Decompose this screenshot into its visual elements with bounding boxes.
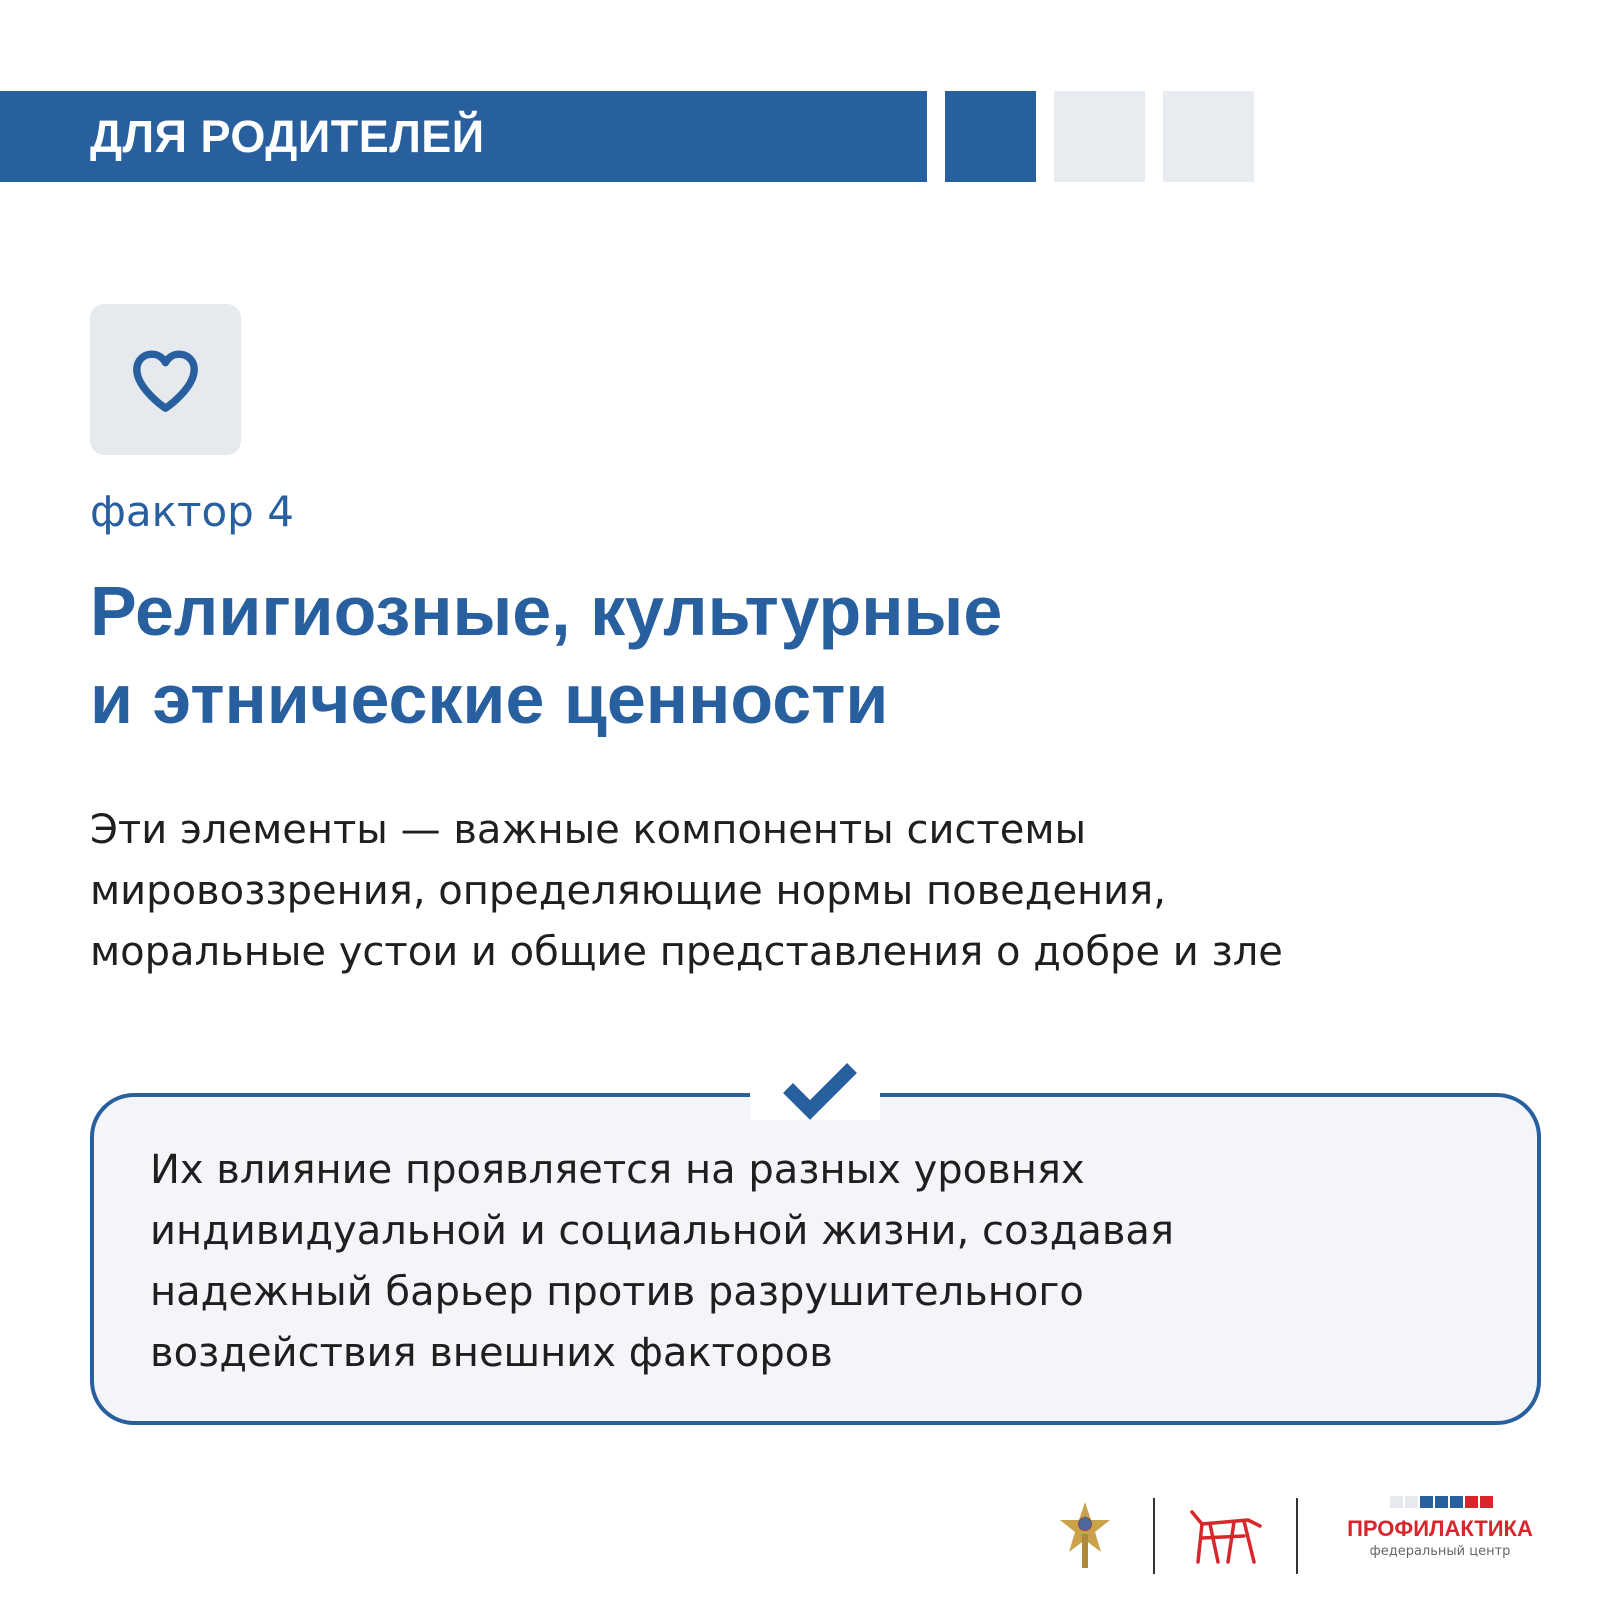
check-icon — [780, 1058, 860, 1120]
body-line: Эти элементы — важные компоненты системы — [90, 807, 1087, 853]
callout-line: индивидуальной и социальной жизни, создавая — [150, 1208, 1175, 1254]
logo-divider — [1296, 1498, 1298, 1574]
body-paragraph — [90, 800, 1510, 983]
title-line: и этнические ценности — [90, 660, 889, 738]
footer-logos — [1040, 1490, 1580, 1580]
brand-name: ПРОФИЛАКТИКА — [1347, 1516, 1533, 1541]
callout-line: надежный барьер против разрушительного — [150, 1269, 1084, 1315]
emblem-logo — [1058, 1500, 1112, 1570]
callout-check-badge — [750, 1070, 880, 1120]
brand-logo — [1330, 1496, 1560, 1576]
horse-logo — [1188, 1508, 1264, 1566]
header-bar — [0, 91, 927, 182]
title-line: Религиозные, культурные — [90, 572, 1003, 650]
body-line: моральные устои и общие представления о добре и зле — [90, 929, 1283, 975]
header-square-light — [1054, 91, 1145, 182]
logo-divider — [1153, 1498, 1155, 1574]
header-label: ДЛЯ РОДИТЕЛЕЙ — [90, 111, 485, 162]
factor-label: фактор 4 — [90, 487, 294, 536]
brand-squares — [1390, 1496, 1500, 1508]
callout-text — [150, 1140, 1510, 1384]
icon-tile — [90, 304, 241, 455]
brand-subtitle: федеральный центр — [1369, 1544, 1511, 1559]
body-line: мировоззрения, определяющие нормы поведения, — [90, 868, 1166, 914]
page-title — [90, 567, 1390, 743]
heart-icon — [125, 339, 206, 420]
callout-line: Их влияние проявляется на разных уровнях — [150, 1147, 1085, 1193]
callout-line: воздействия внешних факторов — [150, 1330, 833, 1376]
header-square-light — [1163, 91, 1254, 182]
header-square-dark — [945, 91, 1036, 182]
